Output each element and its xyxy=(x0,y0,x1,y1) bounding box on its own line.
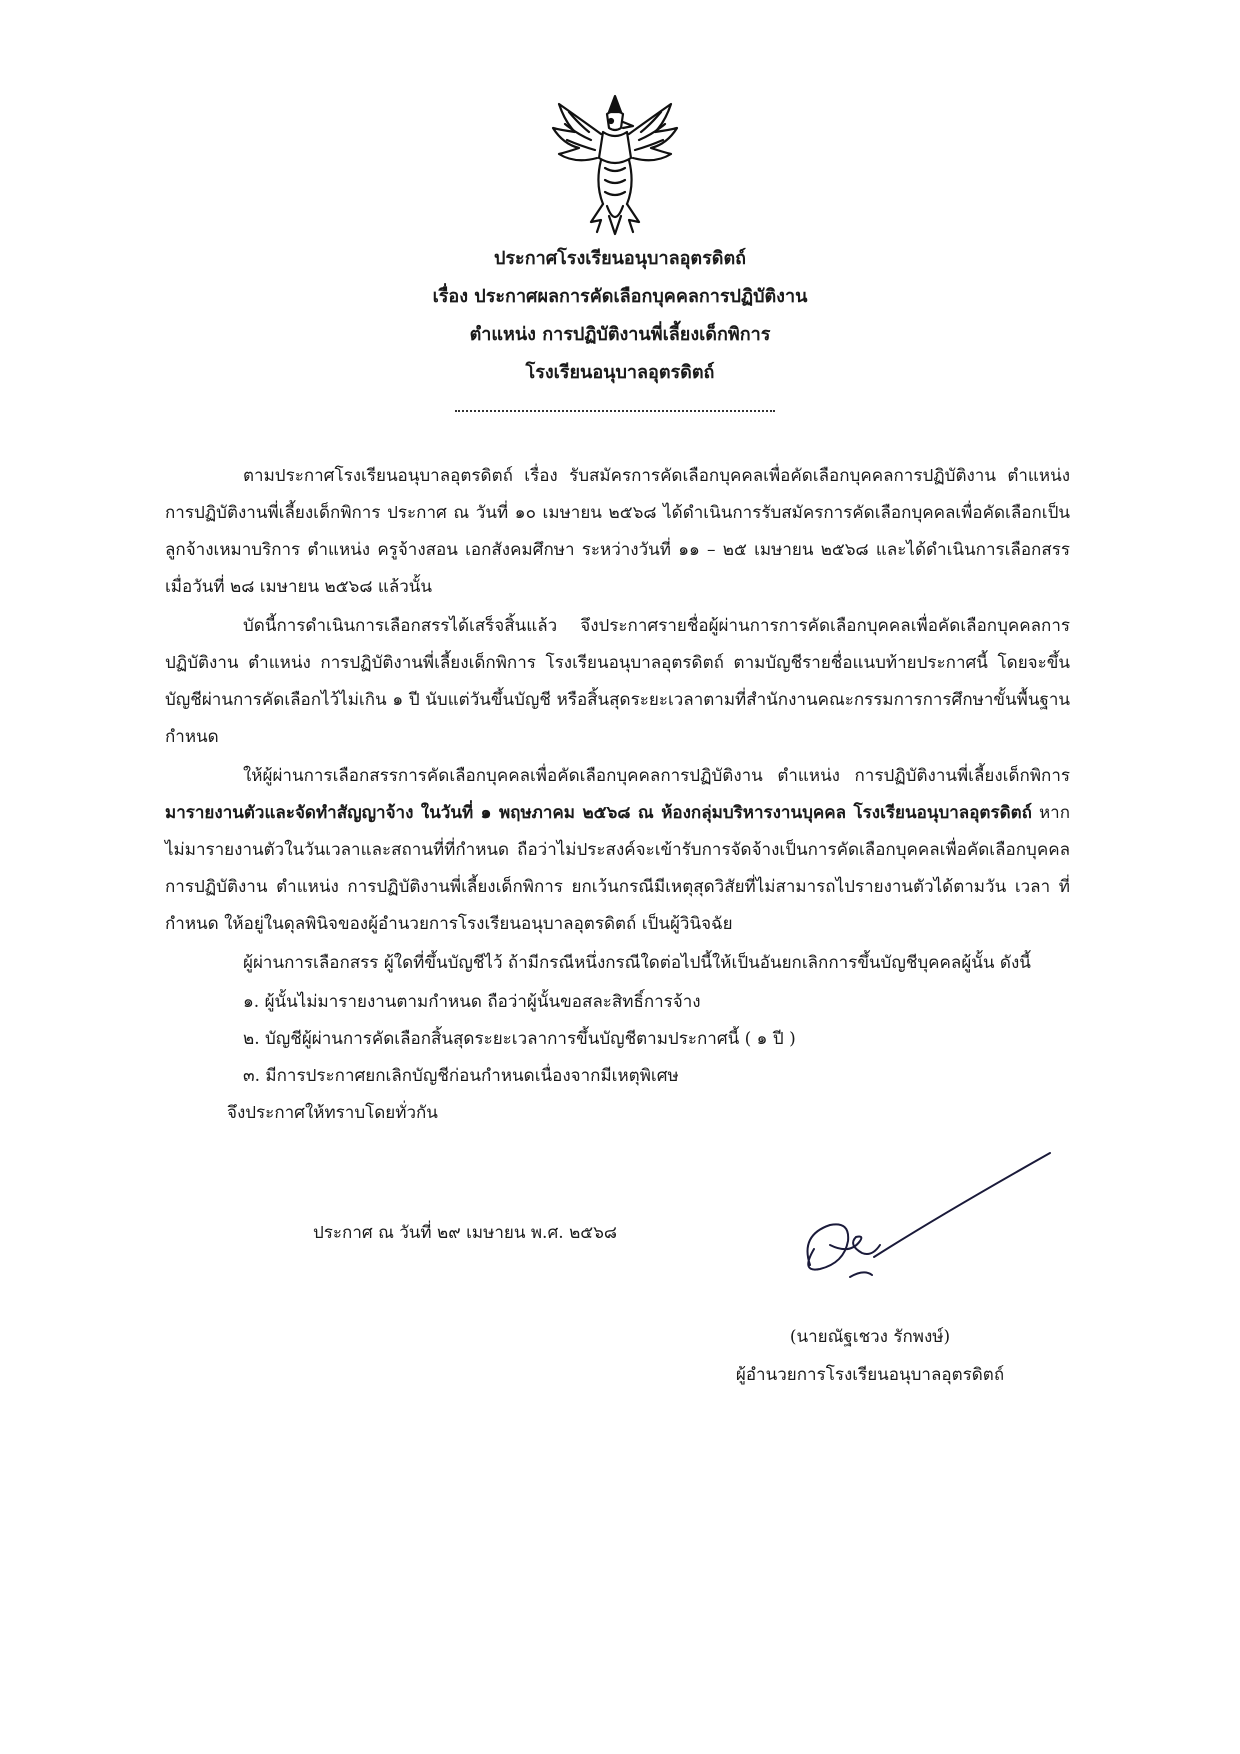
closing-statement: จึงประกาศให้ทราบโดยทั่วกัน xyxy=(227,1103,438,1123)
announcement-body xyxy=(165,458,1070,1132)
paragraph-2: บัดนี้การดำเนินการเลือกสรรได้เสร็จสิ้นแล้ว จึงประกาศรายชื่อผู้ผ่านการการคัดเลือกบุคคลเพื่อคัดเลือกบุคคลการปฏิบัติงาน ตำแหน่ง การปฏิบัติงานพี่เลี้ยงเด็กพิการ โรงเรียนอนุบาลอุตรดิตถ์ ตามบัญชีรายชื่อแนบท้ายประกาศนี้ โดยจะขึ้นบัญชีผ่านการคัดเลือกไว้ไม่เกิน ๑ ปี นับแต่วันขึ้นบัญชี หรือสิ้นสุดระยะเวลาตามที่สำนักงานคณะกรรมการการศึกษาขั้นพื้นฐานกำหนด xyxy=(165,616,1070,747)
header-position: ตำแหน่ง การปฏิบัติงานพี่เลี้ยงเด็กพิการ xyxy=(469,324,771,345)
dotted-divider xyxy=(455,410,775,412)
paragraph-3-conditions: หากไม่มารายงานตัวในวันเวลาและสถานที่ที่กำหนด ถือว่าไม่ประสงค์จะเข้ารับการจัดจ้างเป็นการคัดเลือกบุคคลเพื่อคัดเลือกบุคคลการปฏิบัติงาน ตำแหน่ง การปฏิบัติงานพี่เลี้ยงเด็กพิการ ยกเว้นกรณีมีเหตุสุดวิสัยที่ไม่สามารถไปรายงานตัวได้ตามวัน เวลา ที่กำหนด ให้อยู่ในดุลพินิจของผู้อำนวยการโรงเรียนอนุบาลอุตรดิตถ์ เป็นผู้วินิจฉัย xyxy=(165,803,1070,934)
paragraph-1: ตามประกาศโรงเรียนอนุบาลอุตรดิตถ์ เรื่อง รับสมัครการคัดเลือกบุคคลเพื่อคัดเลือกบุคคลการปฏิบัติงาน ตำแหน่ง การปฏิบัติงานพี่เลี้ยงเด็กพิการ ประกาศ ณ วันที่ ๑๐ เมษายน ๒๕๖๘ ได้ดำเนินการรับสมัครการคัดเลือกบุคคลเพื่อคัดเลือกเป็นลูกจ้างเหมาบริการ ตำแหน่ง ครูจ้างสอน เอกสังคมศึกษา ระหว่างวันที่ ๑๑ – ๒๕ เมษายน ๒๕๖๘ และได้ดำเนินการเลือกสรร เมื่อวันที่ ๒๘ เมษายน ๒๕๖๘ แล้วนั้น xyxy=(165,466,1070,597)
signer-name: (นายณัฐเชวง รักพงษ์) xyxy=(789,1327,951,1347)
list-item: ๒. บัญชีผู้ผ่านการคัดเลือกสิ้นสุดระยะเวลาการขึ้นบัญชีตามประกาศนี้ ( ๑ ปี ) xyxy=(243,1029,796,1049)
announcement-header xyxy=(0,240,1240,392)
handwritten-signature xyxy=(790,1145,1060,1325)
garuda-emblem xyxy=(545,88,685,238)
paragraph-4: ผู้ผ่านการเลือกสรร ผู้ใดที่ขึ้นบัญชีไว้ ถ้ามีกรณีหนึ่งกรณีใดต่อไปนี้ให้เป็นอันยกเลิกการขึ้นบัญชีบุคคลผู้นั้น ดังนี้ xyxy=(243,953,1031,973)
signer-position: ผู้อำนวยการโรงเรียนอนุบาลอุตรดิตถ์ xyxy=(735,1365,1005,1385)
announcement-date: ประกาศ ณ วันที่ ๒๙ เมษายน พ.ศ. ๒๕๖๘ xyxy=(313,1223,618,1243)
header-issuer: ประกาศโรงเรียนอนุบาลอุตรดิตถ์ xyxy=(493,248,747,269)
header-school: โรงเรียนอนุบาลอุตรดิตถ์ xyxy=(525,362,715,383)
paragraph-3-intro: ให้ผู้ผ่านการเลือกสรรการคัดเลือกบุคคลเพื่อคัดเลือกบุคคลการปฏิบัติงาน ตำแหน่ง การปฏิบัติงานพี่เลี้ยงเด็กพิการ xyxy=(243,766,1070,786)
header-subject: เรื่อง ประกาศผลการคัดเลือกบุคคลการปฏิบัติงาน xyxy=(432,286,808,307)
cancellation-conditions-list xyxy=(165,984,1070,1095)
signer-block xyxy=(690,1318,1050,1394)
list-item: ๑. ผู้นั้นไม่มารายงานตามกำหนด ถือว่าผู้นั้นขอสละสิทธิ์การจ้าง xyxy=(243,992,701,1012)
list-item: ๓. มีการประกาศยกเลิกบัญชีก่อนกำหนดเนื่องจากมีเหตุพิเศษ xyxy=(243,1066,679,1086)
paragraph-3-report-details: มารายงานตัวและจัดทำสัญญาจ้าง ในวันที่ ๑ พฤษภาคม ๒๕๖๘ ณ ห้องกลุ่มบริหารงานบุคคล โรงเรียนอนุบาลอุตรดิตถ์ xyxy=(165,803,1032,823)
paragraph-3 xyxy=(165,758,1070,943)
